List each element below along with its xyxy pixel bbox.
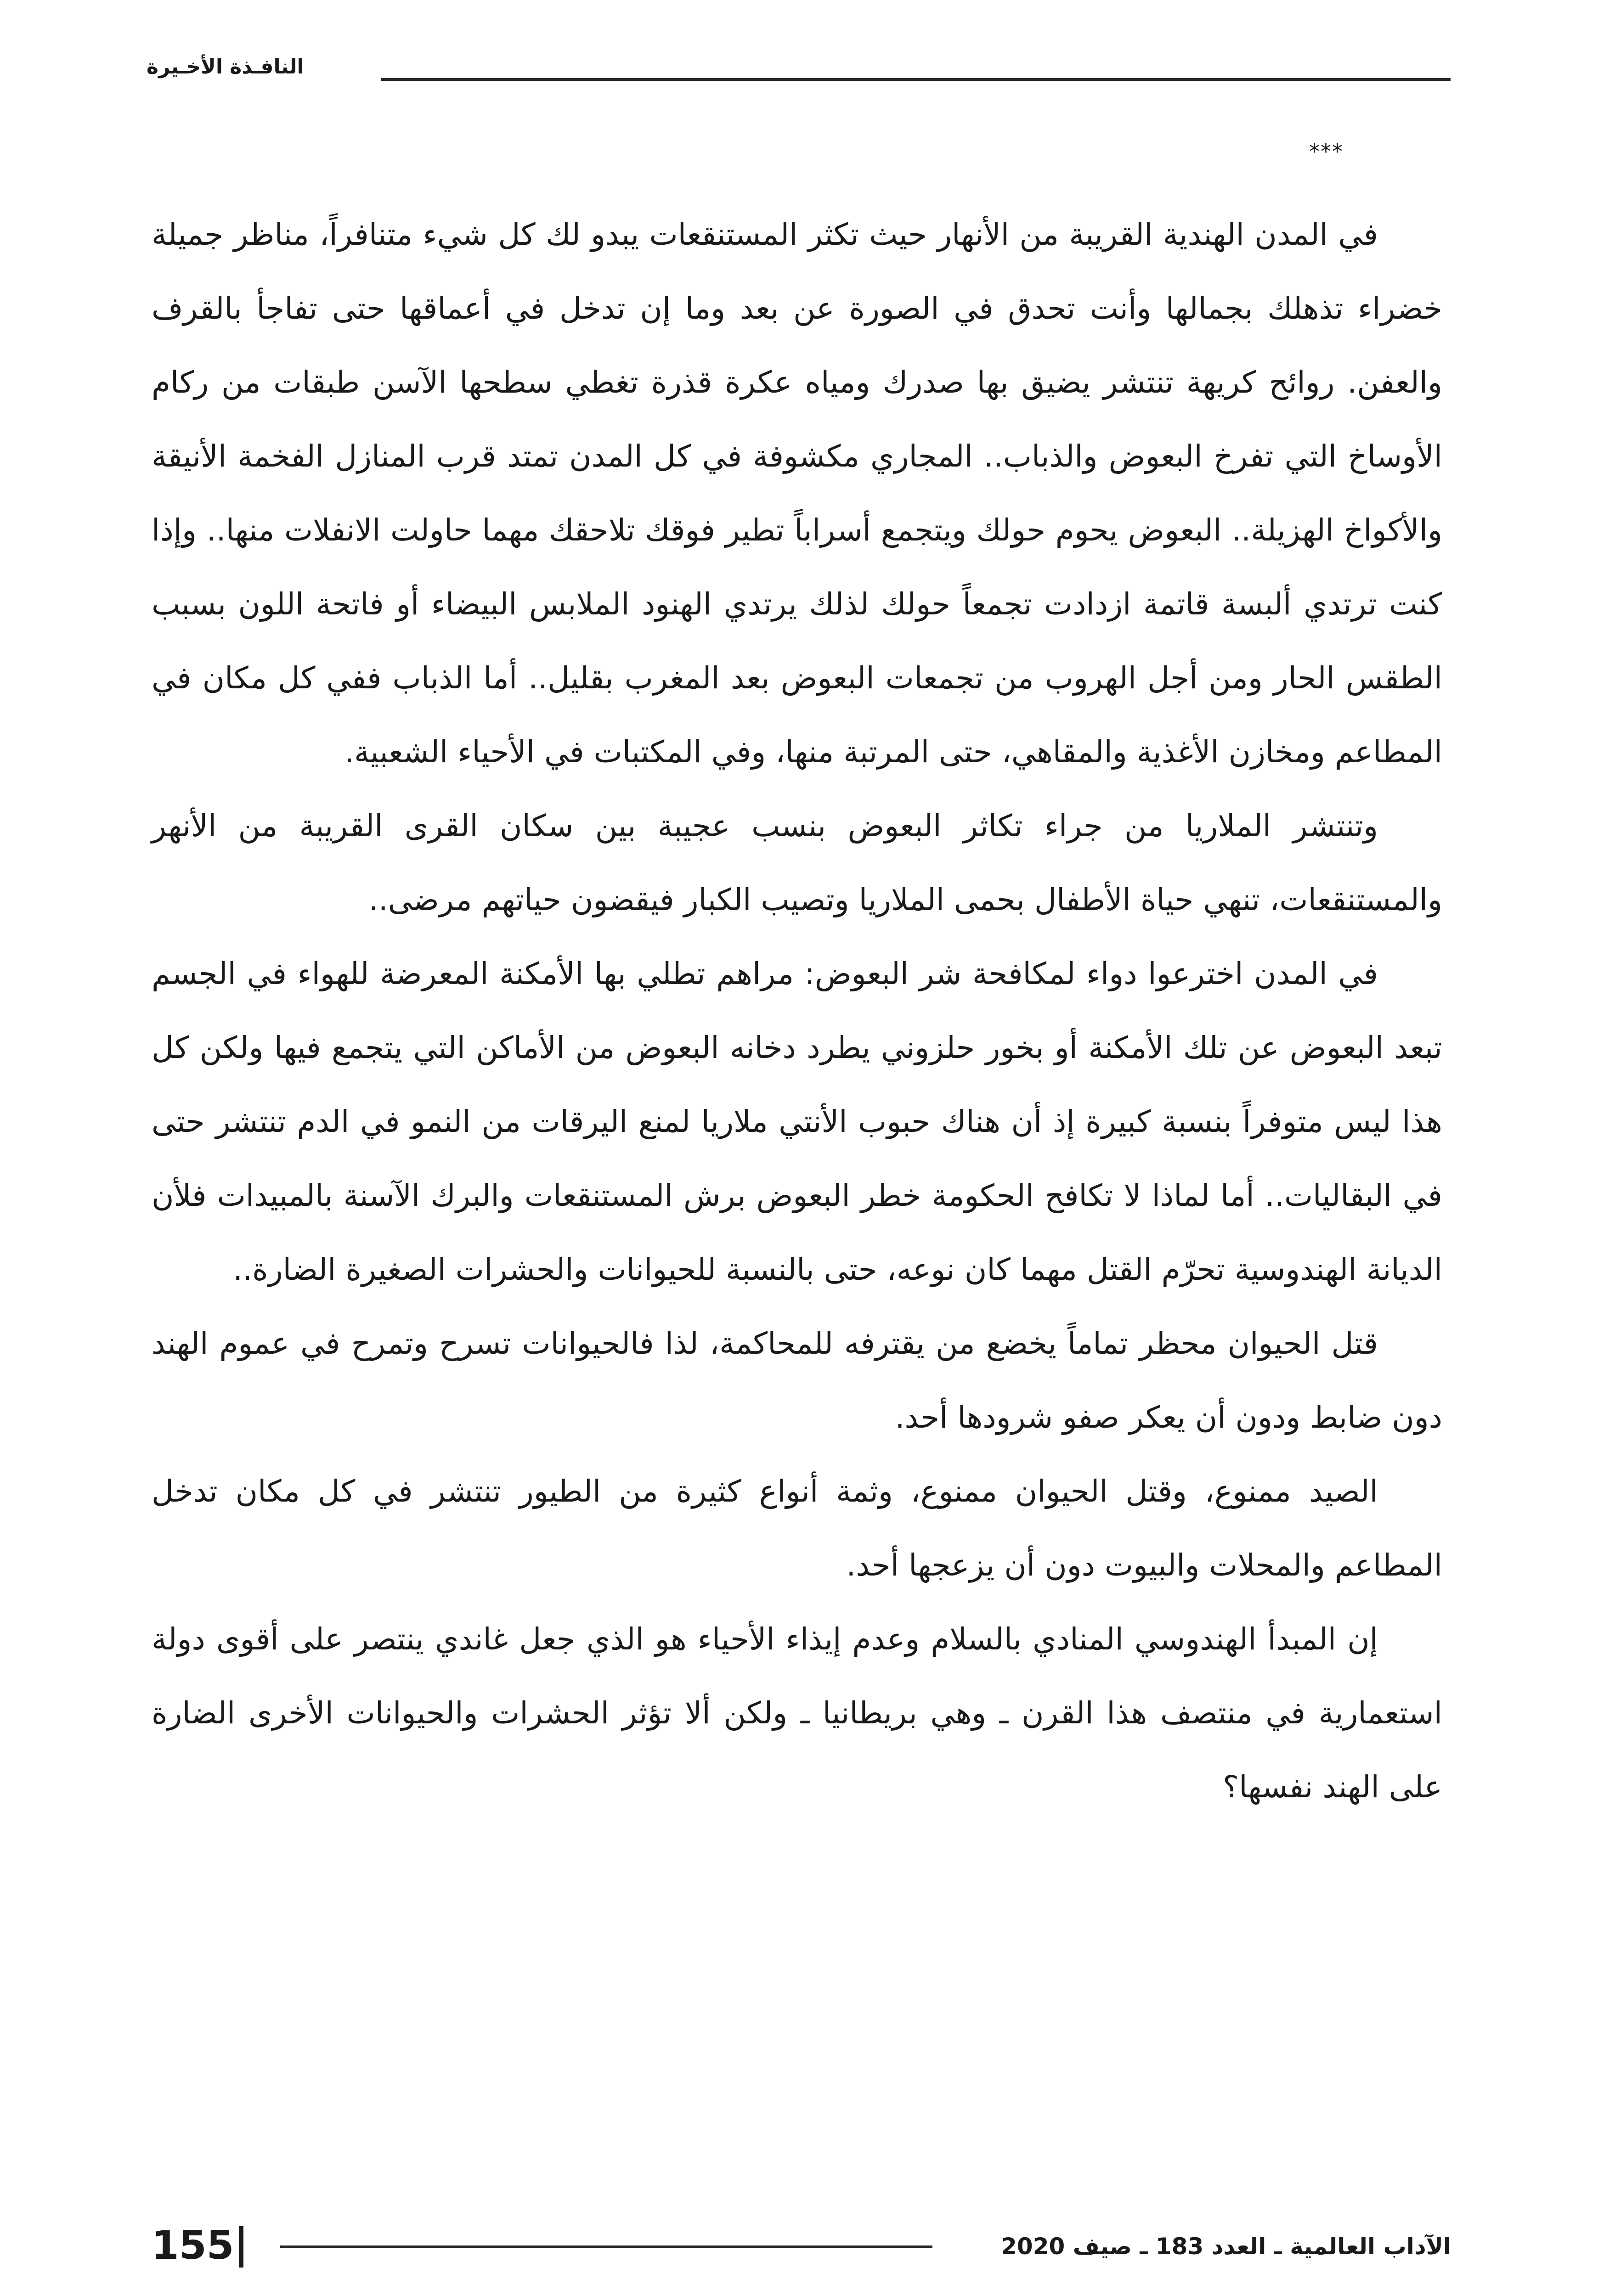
page-number: 155 <box>152 2223 234 2268</box>
paragraph-3: في المدن اخترعوا دواء لمكافحة شر البعوض: مراهم تطلي بها الأمكنة المعرضة للهواء في الجسم تبعد البعوض عن تلك الأمكنة أو بخور حلزوني يطرد دخانه البعوض من الأماكن التي يتجمع فيها ولكن كل هذا ليس متوفراً بنسبة كبيرة إذ أن هناك حبوب الأنتي ملاريا لمنع اليرقات من النمو في الدم تنتشر حتى في البقاليات.. أما لماذا لا تكافح الحكومة خطر البعوض برش المستنقعات والبرك الآسنة بالمبيدات فلأن الديانة الهندوسية تحرّم القتل مهما كان نوعه، حتى بالنسبة للحيوانات والحشرات الصغيرة الضارة.. <box>152 956 1442 1287</box>
paragraph-2: وتنتشر الملاريا من جراء تكاثر البعوض بنسب عجيبة بين سكان القرى القريبة من الأنهر والمستنقعات، تنهي حياة الأطفال بحمى الملاريا وتصيب الكبار فيقضون حياتهم مرضى.. <box>152 808 1442 917</box>
paragraph-6: إن المبدأ الهندوسي المنادي بالسلام وعدم إيذاء الأحياء هو الذي جعل غاندي ينتصر على أقوى دولة استعمارية في منتصف هذا القرن ـ وهي بريطانيا ـ ولكن ألا تؤثر الحشرات والحيوانات الأخرى الضارة على الهند نفسها؟ <box>152 1621 1442 1805</box>
paragraph-1: في المدن الهندية القريبة من الأنهار حيث تكثر المستنقعات يبدو لك كل شيء متنافراً، مناظر جميلة خضراء تذهلك بجمالها وأنت تحدق في الصورة عن بعد وما إن تدخل في أعماقها حتى تفاجأ بالقرف والعفن. روائح كريهة تنتشر يضيق بها صدرك ومياه عكرة قذرة تغطي سطحها الآسن طبقات من ركام الأوساخ التي تفرخ البعوض والذباب.. المجاري مكشوفة في كل المدن تمتد قرب المنازل الفخمة الأنيقة والأكواخ الهزيلة.. البعوض يحوم حولك ويتجمع أسراباً تطير فوقك تلاحقك مهما حاولت الانفلات منها.. وإذا كنت ترتدي ألبسة قاتمة ازدادت تجمعاً حولك لذلك يرتدي الهنود الملابس البيضاء أو فاتحة اللون بسبب الطقس الحار ومن أجل الهروب من تجمعات البعوض بعد المغرب بقليل.. أما الذباب ففي كل مكان في المطاعم ومخازن الأغذية والمقاهي، حتى المرتبة منها، وفي المكتبات في الأحياء الشعبية. <box>152 217 1442 770</box>
footer-journal-info: الآداب العالمية ـ العدد 183 ـ صيف 2020 <box>1001 2233 1451 2260</box>
article-body <box>152 197 1442 1824</box>
footer-rule <box>280 2245 932 2248</box>
section-separator: *** <box>1309 139 1344 164</box>
paragraph-4: قتل الحيوان محظر تماماً يخضع من يقترفه للمحاكمة، لذا فالحيوانات تسرح وتمرح في عموم الهند دون ضابط ودون أن يعكر صفو شرودها أحد. <box>152 1326 1442 1435</box>
running-header-title: النافـذة الأخـيرة <box>147 55 304 79</box>
footer-divider-bar <box>239 2226 243 2268</box>
header-rule <box>381 78 1451 81</box>
paragraph-5: الصيد ممنوع، وقتل الحيوان ممنوع، وثمة أنواع كثيرة من الطيور تنتشر في كل مكان تدخل المطاعم والمحلات والبيوت دون أن يزعجها أحد. <box>152 1474 1442 1583</box>
